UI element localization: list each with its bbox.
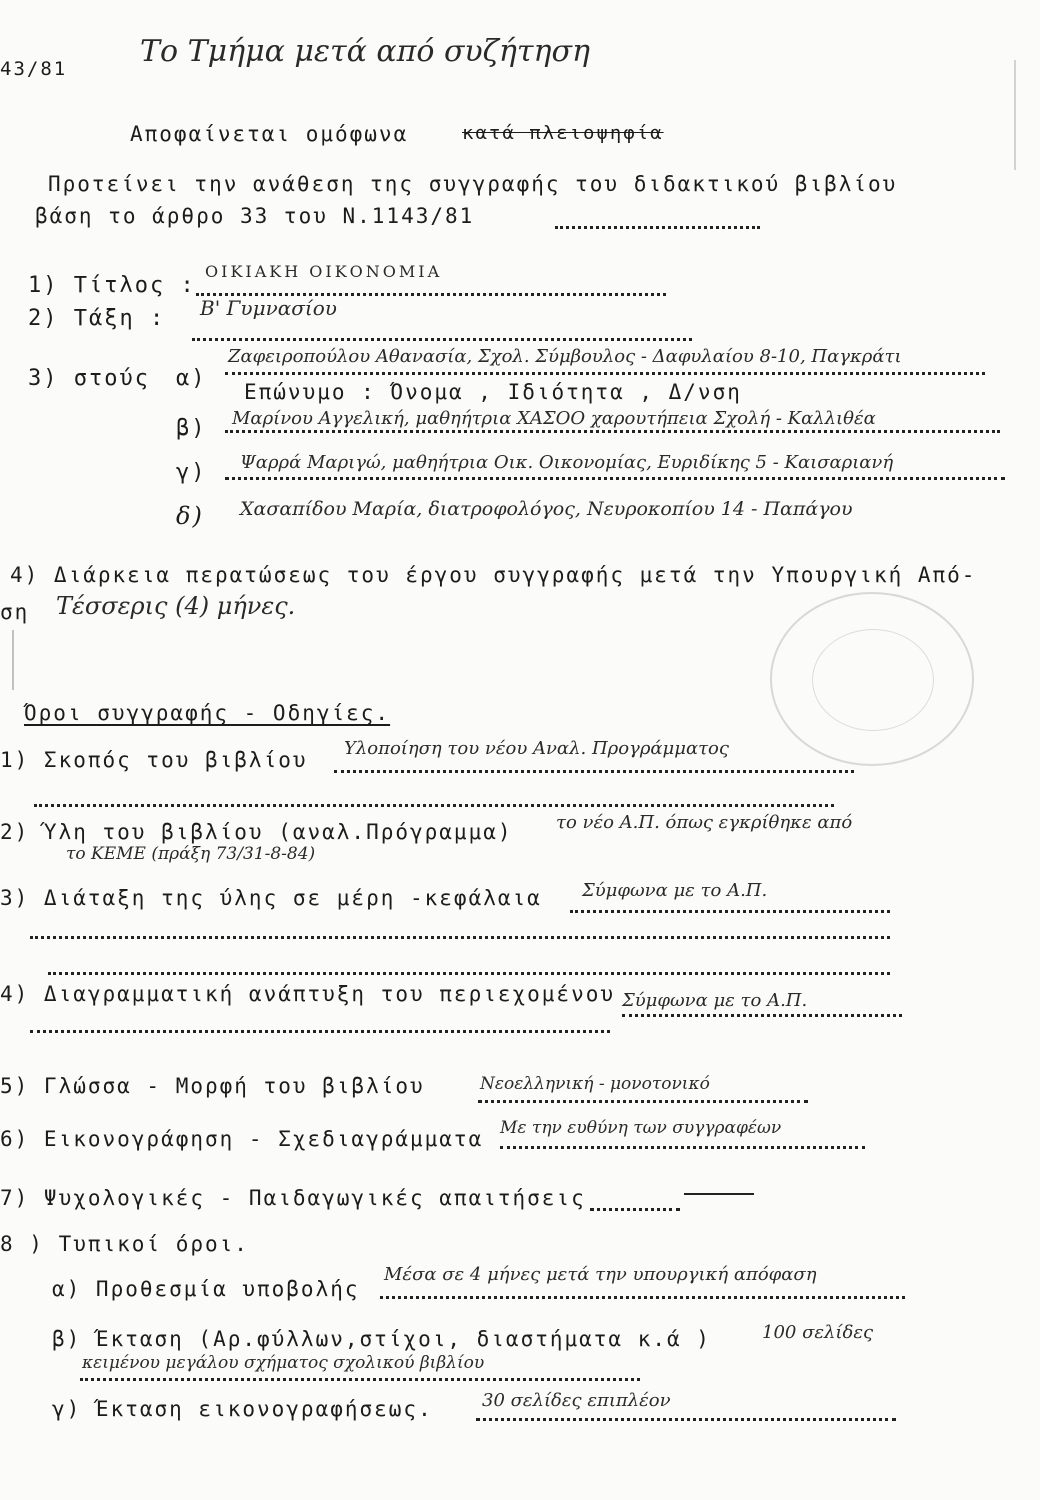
term-8-label: 8 ) Τυπικοί όροι. xyxy=(0,1232,249,1256)
term-2-label: 2) Ύλη του βιβλίου (αναλ.Πρόγραμμα) xyxy=(0,820,513,844)
term-3-label: 3) Διάταξη της ύλης σε μέρη -κεφάλαια xyxy=(0,886,542,910)
stamp-inner-ring xyxy=(812,629,934,731)
authors-label: 3) στούς xyxy=(28,366,150,391)
terms-heading: Όροι συγγραφής - Οδηγίες. xyxy=(24,701,391,725)
reference-number: 43/81 xyxy=(0,58,68,80)
decision-typed: Αποφαίνεται ομόφωνα xyxy=(130,122,409,146)
term-5-label: 5) Γλώσσα - Μορφή του βιβλίου xyxy=(0,1074,425,1098)
term-2-value-2: το ΚΕΜΕ (πράξη 73/31-8-84) xyxy=(66,844,316,864)
dotted-line xyxy=(192,338,692,341)
term-8a-label: α) Προθεσμία υποβολής xyxy=(52,1277,360,1301)
term-8b-label: β) Έκταση (Αρ.φύλλων,στίχοι, διαστήματα κ.ά ) xyxy=(52,1327,711,1351)
term-8c-value: 30 σελίδες επιπλέον xyxy=(482,1390,671,1411)
term-7-label: 7) Ψυχολογικές - Παιδαγωγικές απαιτήσεις xyxy=(0,1186,586,1210)
handwritten-dash xyxy=(684,1193,754,1195)
term-5-value: Νεοελληνική - μονοτονικό xyxy=(480,1074,710,1094)
handwritten-title: Το Τμήμα μετά από συζήτηση xyxy=(140,34,590,69)
author-fields: Επώνυμο : Όνομα , Ιδιότητα , Δ/νση xyxy=(244,380,742,404)
dotted-line xyxy=(34,804,834,807)
term-1-value: Υλοποίηση του νέου Αναλ. Προγράμματος xyxy=(344,738,729,759)
proposal-line: Προτείνει την ανάθεση της συγγραφής του διδακτικού βιβλίου xyxy=(48,172,898,196)
dotted-line xyxy=(30,936,890,939)
title-value: ΟΙΚΙΑΚΗ ΟΙΚΟΝΟΜΙΑ xyxy=(205,262,443,281)
author-c: Ψαρρά Μαριγώ, μαθηήτρια Οικ. Οικονομίας, Ευριδίκης 5 - Καισαριανή xyxy=(240,452,894,473)
term-8a-value: Μέσα σε 4 μήνες μετά την υπουργική απόφαση xyxy=(384,1264,817,1285)
dotted-line xyxy=(478,1100,808,1103)
official-stamp xyxy=(770,592,974,766)
duration-prefix: ση xyxy=(0,600,30,624)
duration-value: Τέσσερις (4) μήνες. xyxy=(56,592,296,620)
dotted-line xyxy=(225,430,1000,433)
author-b: Μαρίνου Αγγελική, μαθηήτρια ΧΑΣΟΟ χαρουτήπεια Σχολή - Καλλιθέα xyxy=(232,408,876,429)
duration-line: 4) Διάρκεια περατώσεως του έργου συγγραφής μετά την Υπουργική Από- xyxy=(10,563,977,587)
dotted-line xyxy=(80,1378,640,1381)
dotted-line xyxy=(590,1208,680,1211)
term-8b-value: 100 σελίδες xyxy=(762,1322,874,1343)
dotted-line xyxy=(555,226,760,229)
term-1-label: 1) Σκοπός του βιβλίου xyxy=(0,748,308,772)
dotted-line xyxy=(570,910,890,913)
title-label: 1) Τίτλος : xyxy=(28,273,196,298)
margin-mark xyxy=(1014,60,1016,170)
author-b-marker: β) xyxy=(176,416,207,441)
class-value: Β' Γυμνασίου xyxy=(200,296,337,320)
term-4-label: 4) Διαγραμματική ανάπτυξη του περιεχομένου xyxy=(0,982,616,1006)
dotted-line xyxy=(225,372,985,375)
dotted-line xyxy=(622,1014,902,1017)
author-a: Ζαφειροπούλου Αθανασία, Σχολ. Σύμβουλος - Δαφυλαίου 8-10, Παγκράτι xyxy=(228,346,902,367)
dotted-line xyxy=(476,1418,896,1421)
author-d: Χασαπίδου Μαρία, διατροφολόγος, Νευροκοπίου 14 - Παπάγου xyxy=(240,498,853,520)
dotted-line xyxy=(48,972,890,975)
author-c-marker: γ) xyxy=(176,460,207,485)
author-d-marker: δ) xyxy=(176,502,204,530)
decision-struck: κατά πλειοψηφία xyxy=(462,122,664,144)
dotted-line xyxy=(380,1296,905,1299)
dotted-line xyxy=(334,770,854,773)
class-label: 2) Τάξη : xyxy=(28,306,166,331)
term-8b-value-2: κειμένου μεγάλου σχήματος σχολικού βιβλίου xyxy=(82,1353,485,1373)
term-6-label: 6) Εικονογράφηση - Σχεδιαγράμματα xyxy=(0,1127,484,1151)
term-3-value: Σύμφωνα με το Α.Π. xyxy=(582,880,768,901)
law-line: βάση το άρθρο 33 του Ν.1143/81 xyxy=(35,204,475,228)
term-6-value: Με την ευθύνη των συγγραφέων xyxy=(500,1118,782,1138)
author-a-marker: α) xyxy=(176,366,207,391)
dotted-line xyxy=(225,477,1005,480)
dotted-line xyxy=(500,1146,865,1149)
margin-mark-left xyxy=(12,630,14,690)
dotted-line xyxy=(30,1030,610,1033)
term-2-value: το νέο Α.Π. όπως εγκρίθηκε από xyxy=(556,812,853,833)
term-4-value: Σύμφωνα με το Α.Π. xyxy=(622,990,808,1011)
term-8c-label: γ) Έκταση εικονογραφήσεως. xyxy=(52,1397,433,1421)
